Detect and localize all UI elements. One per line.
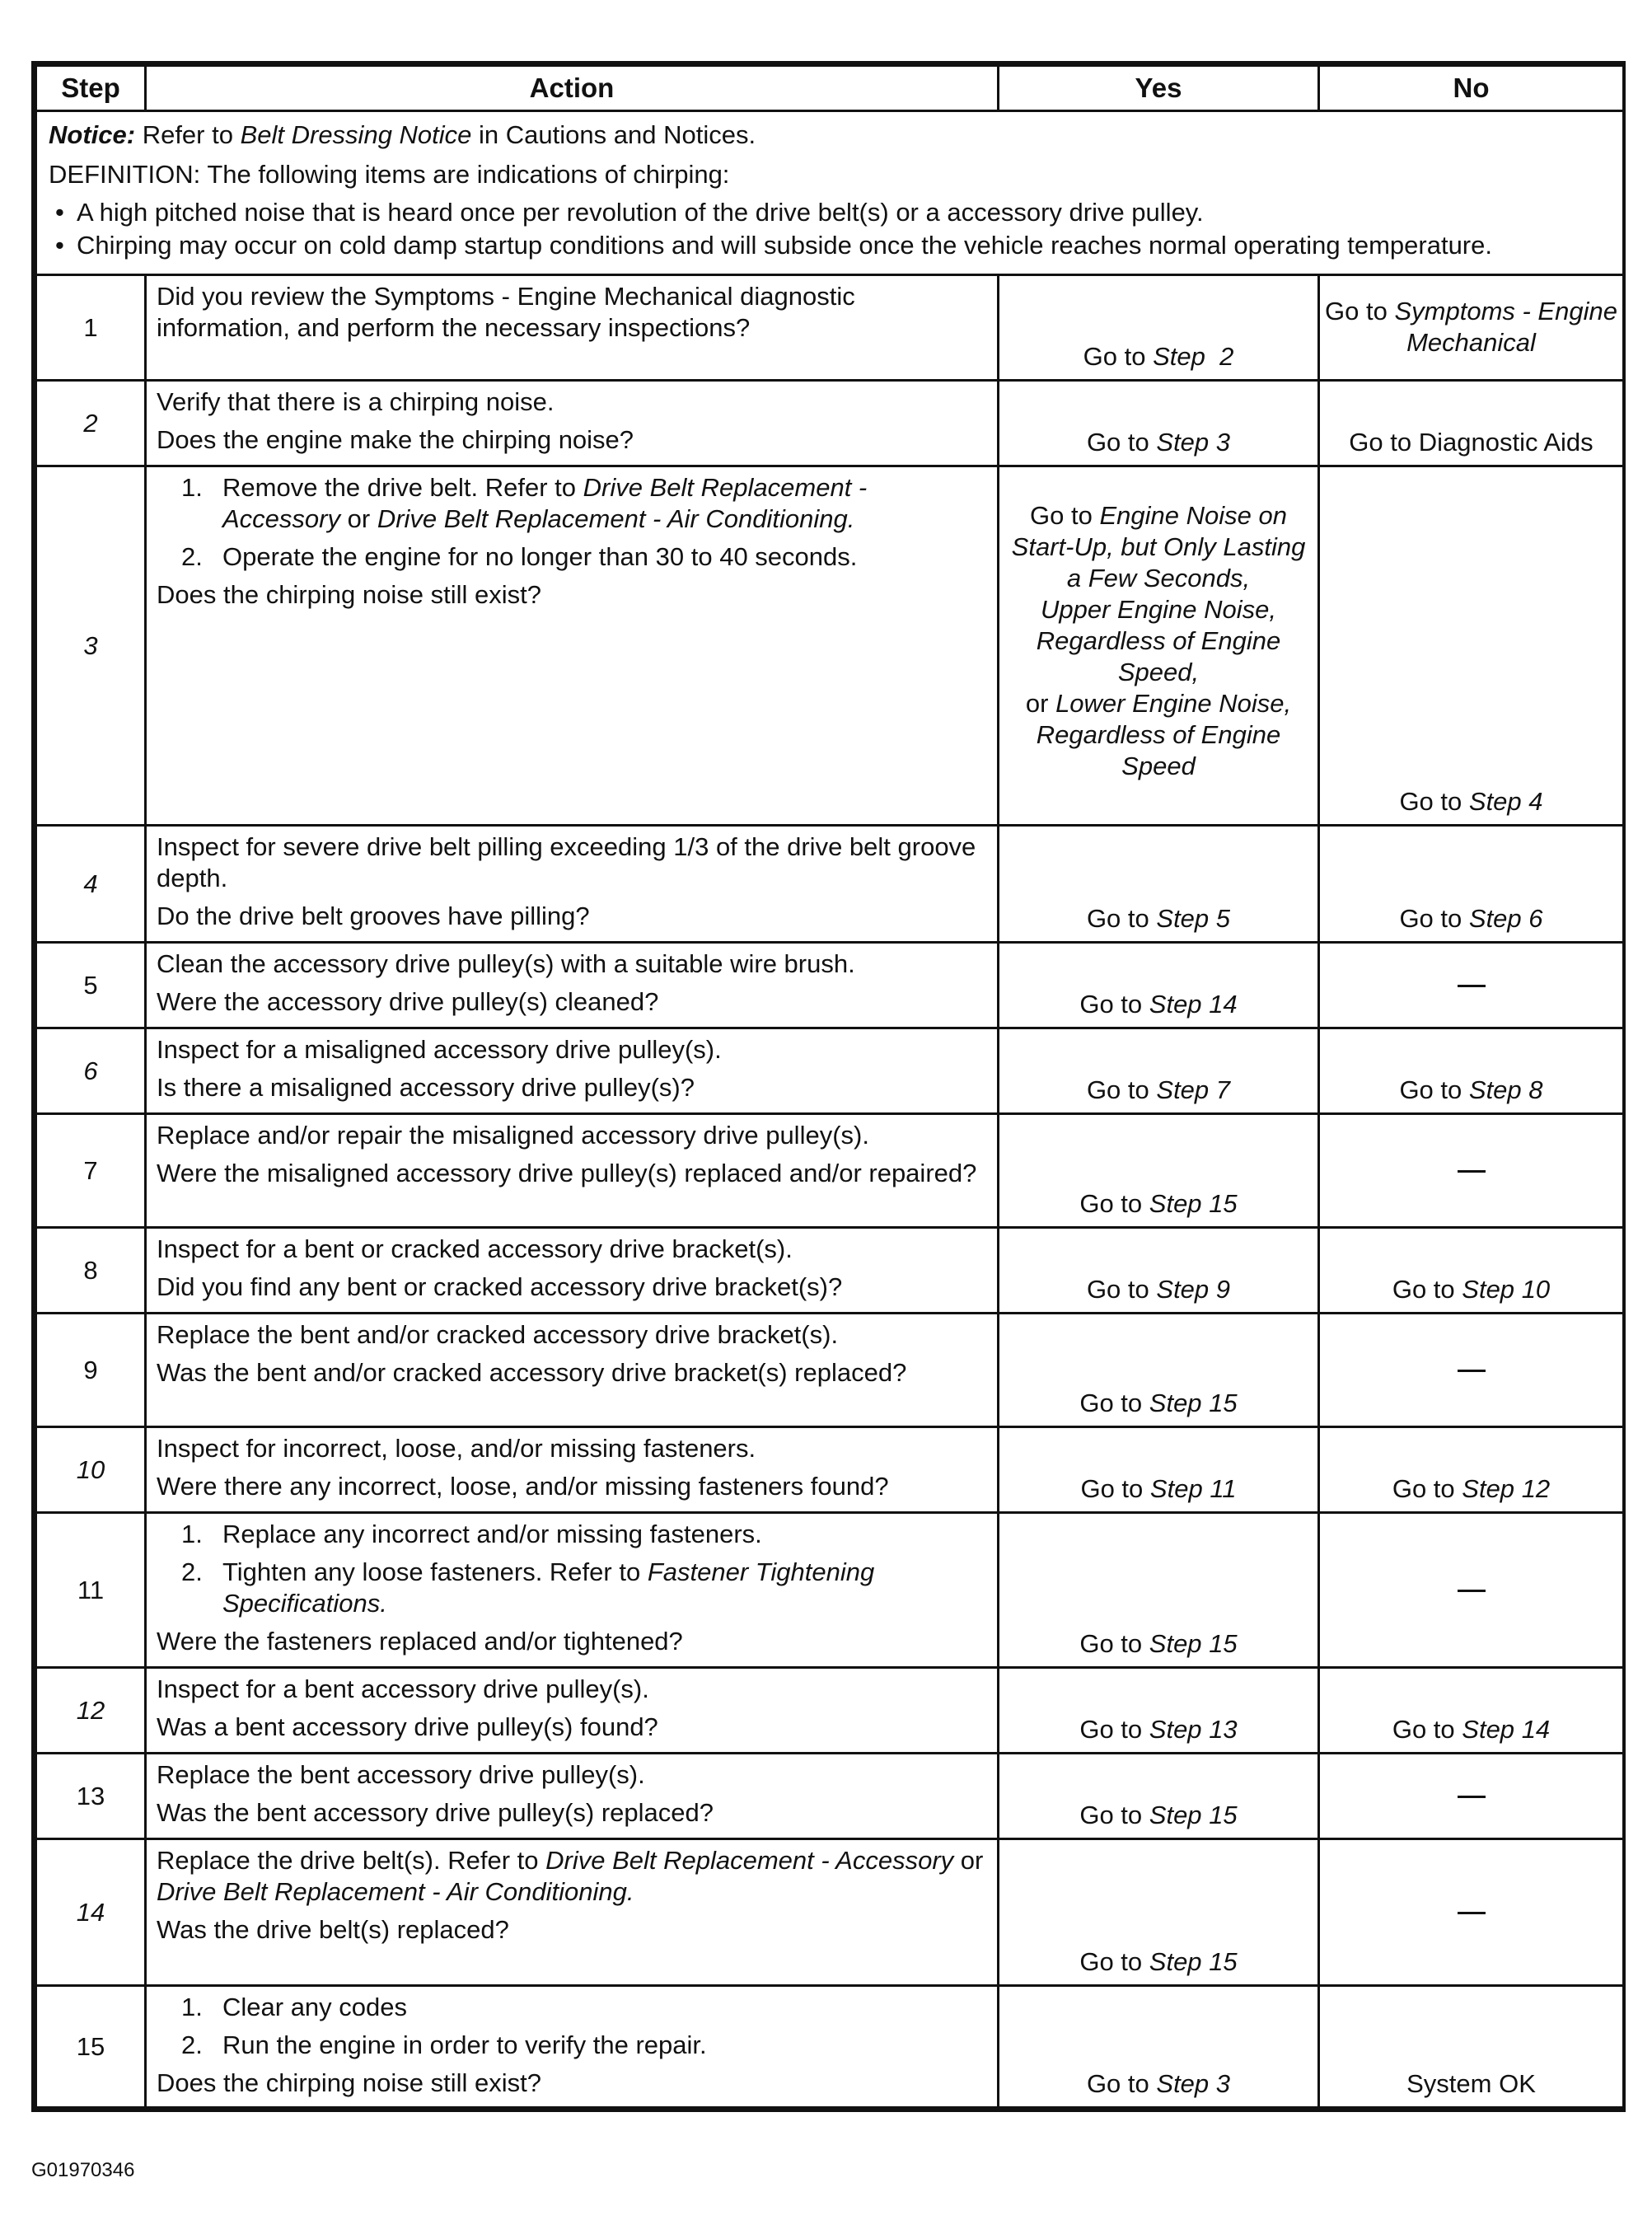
yes-cell: Go to Step 3 (999, 381, 1319, 466)
table-row (36, 1314, 1624, 1427)
yes-cell: Go to Step 3 (999, 1986, 1319, 2108)
no-cell: Go to Step 8 (1319, 1028, 1624, 1114)
no-cell (1319, 1513, 1624, 1668)
table-row (36, 1028, 1624, 1114)
action-text: Inspect for a misaligned accessory drive pulley(s). (157, 1035, 722, 1064)
action-cell (146, 826, 999, 943)
action-question: Does the engine make the chirping noise? (157, 425, 634, 454)
action-text: Replace the bent and/or cracked accessory drive bracket(s). (157, 1320, 839, 1349)
action-question: Was the bent accessory drive pulley(s) replaced? (157, 1798, 714, 1827)
table-row (36, 943, 1624, 1028)
no-step-ref: 12 (1521, 1474, 1551, 1503)
figure-id: G01970346 (31, 2159, 135, 2181)
yes-step-ref: 7 (1215, 1075, 1231, 1104)
action-list-item: 1. Remove the drive belt. Refer to Drive Belt Replacement - Accessory or Drive Belt Replacement - Air Conditioning. (181, 473, 868, 533)
table-row (36, 381, 1624, 466)
dash-mark (1458, 1370, 1486, 1372)
step-number: 6 (36, 1028, 146, 1114)
yes-cell: Go to Step 15 (999, 1754, 1319, 1839)
no-ref: Symptoms - Engine Mechanical (1394, 296, 1617, 357)
yes-cell: Go to Step 15 (999, 1839, 1319, 1986)
step-number: 9 (36, 1314, 146, 1427)
no-cell: Go to Diagnostic Aids (1319, 381, 1624, 466)
action-cell (146, 1513, 999, 1668)
notice-label: Notice: (49, 120, 136, 149)
action-text: Inspect for a bent accessory drive pulley(s). (157, 1674, 649, 1703)
action-question: Were the accessory drive pulley(s) cleaned? (157, 987, 659, 1016)
action-cell (146, 1228, 999, 1314)
action-cell (146, 943, 999, 1028)
action-question: Is there a misaligned accessory drive pulley(s)? (157, 1073, 695, 1102)
table-row (36, 275, 1624, 381)
action-question: Do the drive belt grooves have pilling? (157, 902, 590, 930)
diagnostic-table (35, 64, 1625, 2109)
action-question: Were the misaligned accessory drive pulley(s) replaced and/or repaired? (157, 1159, 977, 1187)
no-step-ref: 14 (1521, 1715, 1551, 1744)
yes-cell: Go to Step 15 (999, 1314, 1319, 1427)
yes-cell: Go to Step 7 (999, 1028, 1319, 1114)
action-cell (146, 1314, 999, 1427)
action-question: Was the drive belt(s) replaced? (157, 1915, 509, 1944)
step-number: 4 (36, 826, 146, 943)
action-question: Does the chirping noise still exist? (157, 2068, 541, 2097)
step-number: 3 (36, 466, 146, 826)
notice-pre: Refer to (135, 120, 241, 149)
yes-step-ref: 9 (1215, 1275, 1231, 1304)
no-cell: Go to Step 14 (1319, 1668, 1624, 1754)
table-row (36, 1668, 1624, 1754)
bullet-icon: • (55, 231, 64, 260)
yes-step-ref: 14 (1209, 990, 1238, 1019)
dash-mark (1458, 1912, 1486, 1914)
dash-mark (1458, 1796, 1486, 1798)
action-cell (146, 1427, 999, 1513)
definition-line: DEFINITION: The following items are indications of chirping: (49, 160, 730, 189)
no-step-ref: 8 (1528, 1075, 1543, 1104)
table-row (36, 1427, 1624, 1513)
no-cell: System OK (1319, 1986, 1624, 2108)
table-row (36, 466, 1624, 826)
action-cell (146, 1839, 999, 1986)
step-number: 5 (36, 943, 146, 1028)
no-cell (1319, 1114, 1624, 1228)
diagnostic-table-container (31, 61, 1626, 2112)
dash-mark (1458, 1590, 1486, 1592)
step-number: 14 (36, 1839, 146, 1986)
yes-cell: Go to Step 14 (999, 943, 1319, 1028)
bullet-icon: • (55, 198, 64, 227)
yes-step-ref: 15 (1209, 1389, 1238, 1417)
yes-step-ref: 3 (1215, 428, 1231, 457)
notice-post: in Cautions and Notices. (471, 120, 756, 149)
header-step: Step (36, 66, 146, 111)
dash-mark (1458, 1170, 1486, 1173)
action-text: Replace the drive belt(s). Refer to Drive Belt Replacement - Accessory or Drive Belt Replacement - Air Conditioning. (157, 1846, 984, 1906)
step-number: 12 (36, 1668, 146, 1754)
yes-step-ref: 3 (1215, 2069, 1231, 2098)
table-row (36, 1839, 1624, 1986)
action-cell (146, 466, 999, 826)
action-question: Were there any incorrect, loose, and/or missing fasteners found? (157, 1472, 889, 1501)
header-yes: Yes (999, 66, 1319, 111)
notice-row (36, 111, 1624, 275)
action-question: Does the chirping noise still exist? (157, 580, 541, 609)
action-cell (146, 1114, 999, 1228)
no-cell (1319, 1314, 1624, 1427)
table-row (36, 1754, 1624, 1839)
yes-cell: Go to Engine Noise on Start-Up, but Only Lasting a Few Seconds, Upper Engine Noise, Regardless of Engine Speed, or Lower Engine Noise, Regardless of Engine Speed (999, 466, 1319, 826)
action-cell (146, 1986, 999, 2108)
action-list-item: 2. Run the engine in order to verify the repair. (181, 2030, 707, 2059)
step-number: 8 (36, 1228, 146, 1314)
yes-step-ref: 13 (1209, 1715, 1238, 1744)
action-question: Did you find any bent or cracked accessory drive bracket(s)? (157, 1272, 843, 1301)
yes-cell: Go to Step 11 (999, 1427, 1319, 1513)
step-number: 7 (36, 1114, 146, 1228)
notice-ref: Belt Dressing Notice (240, 120, 472, 149)
yes-cell: Go to Step 9 (999, 1228, 1319, 1314)
yes-cell: Go to Step 15 (999, 1513, 1319, 1668)
header-no: No (1319, 66, 1624, 111)
no-cell (1319, 943, 1624, 1028)
step-number: 11 (36, 1513, 146, 1668)
action-list-item: 2. Operate the engine for no longer than 30 to 40 seconds. (181, 542, 858, 571)
step-number: 15 (36, 1986, 146, 2108)
table-row (36, 1513, 1624, 1668)
action-cell (146, 1028, 999, 1114)
action-cell (146, 1668, 999, 1754)
yes-cell: Go to Step 5 (999, 826, 1319, 943)
action-list-item: 1. Clear any codes (181, 1993, 408, 2021)
step-number: 13 (36, 1754, 146, 1839)
yes-cell: Go to Step 15 (999, 1114, 1319, 1228)
action-cell (146, 275, 999, 381)
action-question: Was a bent accessory drive pulley(s) found? (157, 1712, 658, 1741)
yes-step-ref: 2 (1219, 342, 1234, 371)
header-action: Action (146, 66, 999, 111)
table-row (36, 1228, 1624, 1314)
action-text: Verify that there is a chirping noise. (157, 387, 555, 416)
yes-step-ref: 15 (1209, 1801, 1238, 1829)
no-cell: Go to Step 6 (1319, 826, 1624, 943)
yes-step-ref: 15 (1209, 1947, 1238, 1976)
no-cell (1319, 1839, 1624, 1986)
yes-step-ref: 15 (1209, 1629, 1238, 1658)
action-text: Replace the bent accessory drive pulley(s). (157, 1760, 645, 1789)
step-number: 10 (36, 1427, 146, 1513)
no-cell: Go to Step 10 (1319, 1228, 1624, 1314)
action-list-item: 2. Tighten any loose fasteners. Refer to Fastener Tightening Specifications. (181, 1557, 875, 1618)
action-text: Did you review the Symptoms - Engine Mechanical diagnostic information, and perform the necessary inspections? (157, 282, 855, 342)
no-step-ref: 4 (1528, 787, 1543, 816)
action-cell (146, 1754, 999, 1839)
action-text: Replace and/or repair the misaligned accessory drive pulley(s). (157, 1121, 869, 1150)
yes-step-ref: 15 (1209, 1189, 1238, 1218)
table-row (36, 1114, 1624, 1228)
no-step-ref: 10 (1521, 1275, 1551, 1304)
yes-cell: Go to Step 13 (999, 1668, 1319, 1754)
action-text: Inspect for incorrect, loose, and/or missing fasteners. (157, 1434, 756, 1463)
step-number: 1 (36, 275, 146, 381)
action-cell (146, 381, 999, 466)
table-row (36, 1986, 1624, 2108)
header-row (36, 66, 1624, 111)
yes-step-ref: 5 (1215, 904, 1231, 933)
no-cell: Go to Step 4 (1319, 466, 1624, 826)
step-number: 2 (36, 381, 146, 466)
action-question: Was the bent and/or cracked accessory drive bracket(s) replaced? (157, 1358, 907, 1387)
yes-step-ref: 11 (1210, 1474, 1237, 1503)
action-text: Inspect for a bent or cracked accessory drive bracket(s). (157, 1234, 793, 1263)
definition-bullet (49, 198, 1611, 227)
table-row (36, 826, 1624, 943)
no-step-ref: 6 (1528, 904, 1543, 933)
dash-mark (1458, 985, 1486, 987)
notice-line (49, 119, 1611, 152)
no-cell (1319, 1754, 1624, 1839)
bullet-text: A high pitched noise that is heard once per revolution of the drive belt(s) or a accessory drive pulley. (77, 198, 1204, 227)
yes-cell: Go to Step 2 (999, 275, 1319, 381)
bullet-text: Chirping may occur on cold damp startup conditions and will subside once the vehicle reaches normal operating temperature. (77, 231, 1492, 260)
notice-cell (36, 111, 1624, 275)
action-text: Clean the accessory drive pulley(s) with a suitable wire brush. (157, 949, 855, 978)
action-text: Inspect for severe drive belt pilling exceeding 1/3 of the drive belt groove depth. (157, 832, 976, 892)
definition-bullet (49, 231, 1611, 260)
no-cell: Go to Step 12 (1319, 1427, 1624, 1513)
action-question: Were the fasteners replaced and/or tightened? (157, 1627, 683, 1656)
no-cell: Go to Symptoms - Engine Mechanical (1319, 275, 1624, 381)
action-list-item: 1. Replace any incorrect and/or missing fasteners. (181, 1520, 762, 1548)
